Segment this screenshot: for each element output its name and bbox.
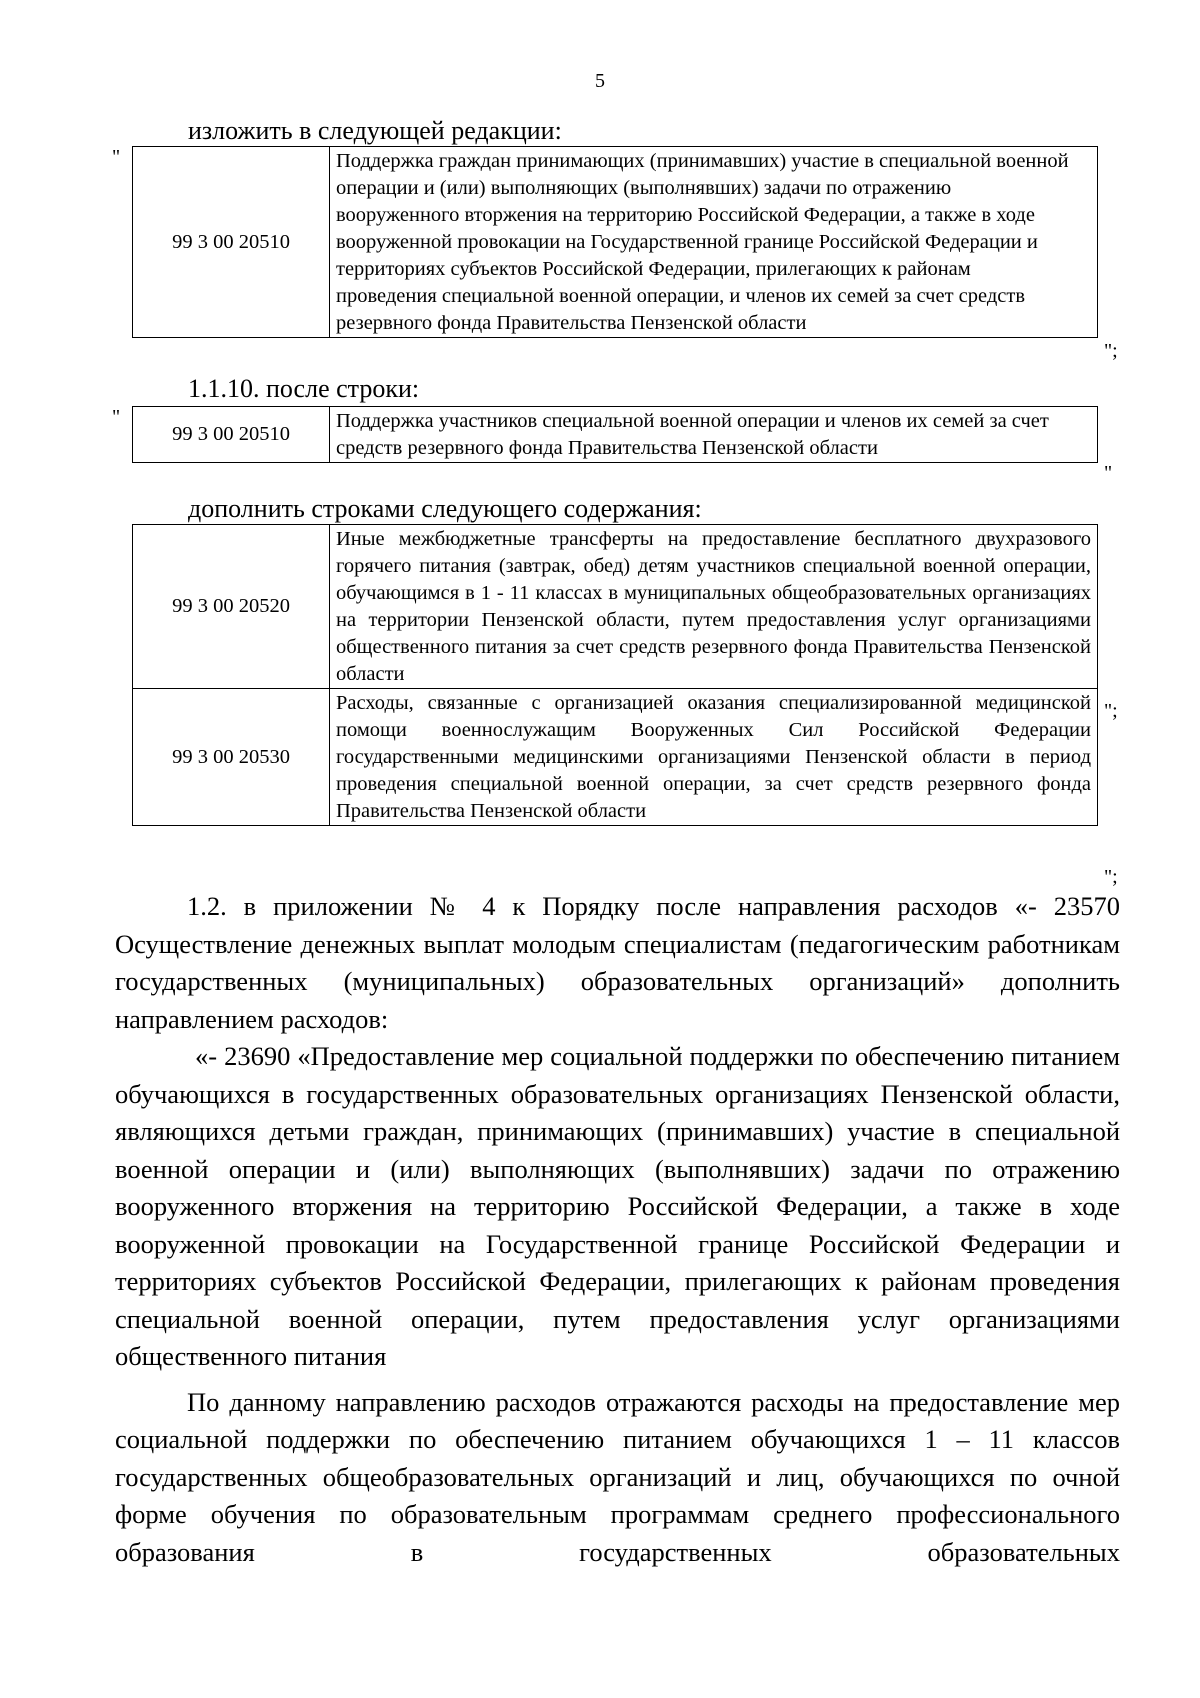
expense-code-cell: 99 3 00 20510 <box>133 147 330 338</box>
heading-after-row: 1.1.10. после строки: <box>188 374 420 403</box>
expense-description-cell: Поддержка граждан принимающих (принимавших) участие в специальной военной операции и (или) выполняющих (выполнявших) задачи по отражению вооруженного вторжения на территорию Российской Федерации, а также в ходе вооруженной провокации на Государственной границе Российской Федерации и территориях субъектов Российской Федерации, прилегающих к районам проведения специальной военной операции, и членов их семей за счет средств резервного фонда Правительства Пензенской области <box>330 147 1098 338</box>
expense-code-cell: 99 3 00 20530 <box>133 689 330 826</box>
expense-description-cell: Расходы, связанные с организацией оказания специализированной медицинской помощи военнослужащим Вооруженных Сил Российской Федерации государственными медицинскими организациями Пензенской области в период проведения специальной военной операции, за счет средств резервного фонда Правительства Пензенской области <box>330 689 1098 826</box>
table-row <box>133 147 1098 338</box>
paragraph-expense-23690: «- 23690 «Предоставление мер социальной поддержки по обеспечению питанием обучающихся в государственных образовательных организациях Пензенской области, являющихся детьми граждан, принимающих (принимавших) участие в специальной военной операции и (или) выполняющих (выполнявших) задачи по отражению вооруженного вторжения на территорию Российской Федерации, а также в ходе вооруженной провокации на Государственной границе Российской Федерации и территориях субъектов Российской Федерации, прилегающих к районам проведения специальной военной операции, путем предоставления услуг организациями общественного питания <box>115 1041 1120 1371</box>
heading-add-rows: дополнить строками следующего содержания: <box>188 494 702 523</box>
table-row <box>133 407 1098 463</box>
expense-code-cell: 99 3 00 20510 <box>133 407 330 463</box>
paragraph-1-2: 1.2. в приложении № 4 к Порядку после направления расходов «- 23570 Осуществление денежных выплат молодым специалистам (педагогическим работникам государственных (муниципальных) образовательных организаций» дополнить направлением расходов: <box>115 891 1120 1034</box>
table-1 <box>132 146 1098 338</box>
expense-description-cell: Поддержка участников специальной военной операции и членов их семей за счет средств резервного фонда Правительства Пензенской области <box>330 407 1098 463</box>
table-row <box>133 525 1098 689</box>
table-3-row-1-close-quote: "; <box>1104 700 1118 722</box>
expense-description-cell: Иные межбюджетные трансферты на предоставление бесплатного двухразового горячего питания (завтрак, обед) детям участников специальной военной операции, обучающимся в 1 - 11 классах в муниципальных общеобразовательных организациях на территории Пензенской области, путем предоставления услуг организациями общественного питания за счет средств резервного фонда Правительства Пензенской области <box>330 525 1098 689</box>
table-row <box>133 689 1098 826</box>
body-text <box>115 888 1120 1571</box>
table-1-close-quote: "; <box>1104 340 1118 362</box>
table-2-close-quote: " <box>1104 462 1113 484</box>
table-3-row-2-close-quote: "; <box>1104 866 1118 888</box>
table-1-open-quote: " <box>112 146 121 168</box>
page-number: 5 <box>595 70 605 92</box>
heading-edit-instruction: изложить в следующей редакции: <box>188 116 562 145</box>
expense-code-cell: 99 3 00 20520 <box>133 525 330 689</box>
table-2 <box>132 406 1098 463</box>
table-2-open-quote: " <box>112 406 121 428</box>
table-3 <box>132 524 1098 826</box>
paragraph-expense-description: По данному направлению расходов отражаются расходы на предоставление мер социальной поддержки по обеспечению питанием обучающихся 1 – 11 классов государственных общеобразовательных организаций и лиц, обучающихся по очной форме обучения по образовательным программам среднего профессионального образования в государственных образовательных <box>115 1386 1120 1567</box>
